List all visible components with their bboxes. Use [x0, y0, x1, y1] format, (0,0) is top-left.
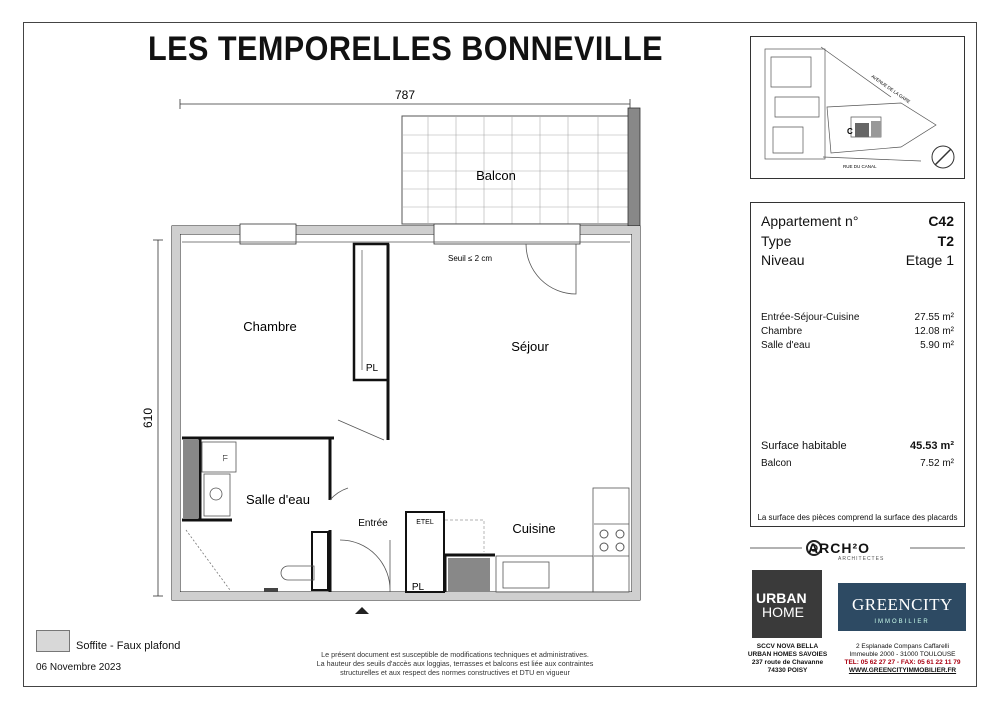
threshold-label: Seuil ≤ 2 cm	[448, 254, 492, 263]
site-plan	[750, 36, 965, 179]
habitable-label: Surface habitable	[761, 440, 847, 452]
north-arrow-icon	[932, 146, 954, 168]
surface-value: 27.55 m²	[914, 312, 954, 323]
surface-value: 12.08 m²	[914, 326, 954, 337]
green-phone: TEL: 05 62 27 27 - FAX: 05 61 22 11 79	[844, 659, 961, 666]
greencity-logo	[838, 583, 966, 631]
site-building-label: C	[847, 127, 853, 136]
apartment-number-row	[761, 213, 954, 229]
surface-label: Entrée-Séjour-Cuisine	[761, 312, 860, 323]
archo-subtitle: ARCHITECTES	[838, 556, 885, 562]
sccv-line: SCCV NOVA BELLA	[756, 643, 819, 650]
niveau-label: Niveau	[761, 252, 805, 268]
ll-label: LL	[221, 454, 227, 462]
type-value: T2	[937, 233, 954, 249]
room-sejour: Séjour	[511, 339, 549, 354]
room-entree: Entrée	[358, 518, 388, 529]
urban-line2: HOME	[762, 604, 804, 620]
closet-chambre	[354, 244, 388, 380]
sccv-line: 237 route de Chavanne	[751, 659, 824, 666]
surface-row	[761, 326, 954, 337]
sccv-address	[740, 643, 835, 675]
surface-label: Salle d'eau	[761, 340, 811, 351]
disclaimer-line: Le présent document est susceptible de modifications techniques et administratives.	[321, 650, 589, 659]
balcon-row	[761, 458, 954, 469]
street-2: RUE DU CANAL	[843, 164, 877, 169]
surface-value: 5.90 m²	[920, 340, 954, 351]
surface-row	[761, 312, 954, 323]
surface-row	[761, 340, 954, 351]
niveau-value: Etage 1	[905, 252, 954, 268]
disclaimer-line: structurelles et aux respect des normes constructives et DTU en vigueur	[340, 668, 570, 677]
disclaimer-line: La hauteur des seuils d'accès aux loggias, terrasses et balcons est liée aux contraintes	[316, 659, 594, 668]
balcony	[402, 108, 640, 226]
legend-label: Soffite - Faux plafond	[76, 640, 181, 652]
room-chambre: Chambre	[243, 319, 297, 334]
entrance-arrow-icon	[355, 607, 369, 614]
green-address-line: Immeuble 2000 - 31000 TOULOUSE	[849, 651, 956, 658]
street-1: AVENUE DE LA GARE	[870, 73, 912, 105]
room-cuisine: Cuisine	[512, 521, 556, 536]
closet-label-2: PL	[411, 582, 425, 593]
urban-line1: URBAN	[756, 590, 807, 606]
document-date: 06 Novembre 2023	[36, 662, 122, 673]
type-row	[761, 233, 954, 249]
height-label: 610	[141, 407, 155, 429]
greencity-sub: IMMOBILIER	[874, 619, 930, 625]
apartment-info	[750, 202, 965, 527]
apartment-value: C42	[928, 213, 954, 229]
surface-note: La surface des pièces comprend la surface des placards	[757, 513, 958, 522]
dimension-height	[141, 240, 163, 596]
interior-walls	[182, 244, 495, 592]
niveau-row	[761, 252, 954, 268]
type-label: Type	[761, 233, 792, 249]
greencity-name: GREENCITY	[852, 595, 953, 614]
width-label: 787	[394, 88, 416, 102]
habitable-row	[761, 440, 954, 452]
greencity-address	[835, 643, 970, 675]
dimension-width	[180, 88, 630, 109]
disclaimer	[290, 650, 620, 677]
urban-home-logo	[752, 570, 822, 638]
doors	[330, 244, 576, 592]
sccv-line: URBAN HOMES SAVOIES	[747, 651, 828, 658]
soffite-swatch	[36, 630, 70, 652]
green-address-line: 2 Esplanade Compans Caffarelli	[855, 643, 950, 650]
balcon-label: Balcon	[761, 458, 792, 469]
habitable-value: 45.53 m²	[909, 440, 954, 452]
balcon-value: 7.52 m²	[920, 458, 954, 469]
soffite-bath	[183, 440, 198, 518]
surface-label: Chambre	[761, 326, 803, 337]
room-salle-eau: Salle d'eau	[246, 492, 310, 507]
room-balcon: Balcon	[476, 168, 516, 183]
sccv-line: 74330 POISY	[767, 667, 808, 674]
etel-label: ETEL	[416, 519, 434, 526]
page-title: LES TEMPORELLES BONNEVILLE	[148, 30, 663, 68]
archo-name: ARCH²O	[808, 540, 870, 556]
green-website[interactable]: WWW.GREENCITYIMMOBILIER.FR	[848, 667, 957, 674]
closet-label-1: PL	[365, 363, 379, 374]
apartment-label: Appartement n°	[761, 213, 859, 229]
